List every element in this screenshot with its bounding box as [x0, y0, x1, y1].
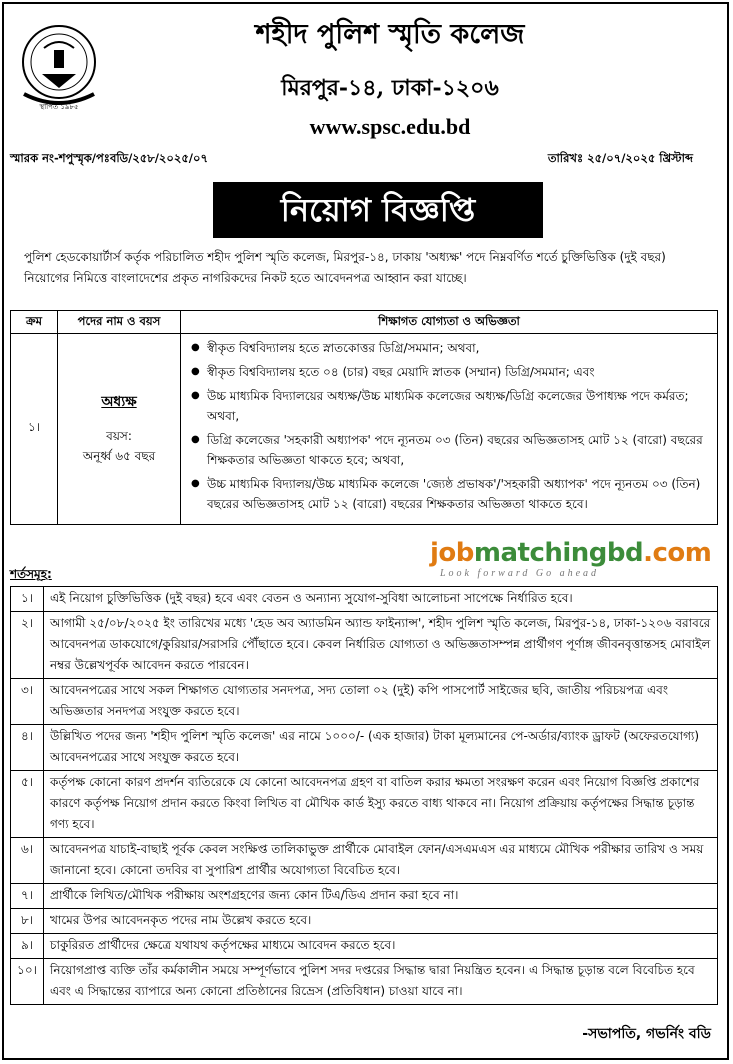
- watermark-tagline: Look forward Go ahead: [440, 568, 600, 579]
- post-name: অধ্যক্ষ: [101, 394, 137, 410]
- intro-paragraph: পুলিশ হেডকোয়ার্টার্স কর্তৃক পরিচালিত শহীদ পুলিশ স্মৃতি কলেজ, মিরপুর-১৪, ঢাকায় 'অধ্যক্ষ' পদে নিম্নবর্ণিত শর্তে চুক্তিভিত্তিক (দুই বছর) নিয়োগের নিমিত্তে বাংলাদেশের প্রকৃত নাগরিকদের নিকট হতে আবেদনপত্র আহ্বান করা যাচ্ছে।: [24, 250, 666, 285]
- condition-text: এই নিয়োগ চুক্তিভিত্তিক (দুই বছর) হবে এবং বেতন ও অন্যান্য সুযোগ-সুবিধা আলোচনা সাপেক্ষে নির্ধারিত হবে।: [44, 587, 718, 612]
- header-serial: ক্রম: [11, 311, 58, 334]
- condition-text: খামের উপর আবেদনকৃত পদের নাম উল্লেখ করতে হবে।: [44, 909, 718, 934]
- condition-number: ৫।: [11, 771, 44, 838]
- condition-number: ২।: [11, 612, 44, 679]
- qualification-list: [189, 338, 707, 514]
- table-row: [11, 587, 718, 612]
- condition-number: ৬।: [11, 838, 44, 884]
- table-row: [11, 959, 718, 1005]
- table-row: [11, 909, 718, 934]
- list-item: ● ডিগ্রি কলেজের 'সহকারী অধ্যাপক' পদে ন্যূনতম ০৩ (তিন) বছরের অভিজ্ঞতাসহ মোট ১২ (বারো) বছরের শিক্ষকতার অভিজ্ঞতা থাকতে হবে; অথবা,: [207, 430, 707, 470]
- conditions-table: [10, 586, 718, 1005]
- table-row: [11, 934, 718, 959]
- table-row: [11, 771, 718, 838]
- watermark: [430, 538, 710, 579]
- age-label: বয়স:: [106, 429, 132, 443]
- table-row: [11, 612, 718, 679]
- notice-title-banner: নিয়োগ বিজ্ঞপ্তি: [213, 182, 543, 238]
- condition-text: আবেদনপত্র যাচাই-বাছাই পূর্বক কেবল সংক্ষিপ্ত তালিকাভুক্ত প্রার্থীকে মোবাইল ফোন/এসএমএস এর মাধ্যমে মৌখিক পরীক্ষার তারিখ ও সময় জানানো হবে। কোনো তদবির বা সুপারিশ প্রার্থীর অযোগ্যতা বিবেচিত হবে।: [44, 838, 718, 884]
- list-item: ● উচ্চ মাধ্যমিক বিদ্যালয়ের অধ্যক্ষ/উচ্চ মাধ্যমিক কলেজের অধ্যক্ষ/ডিগ্রি কলেজের উপাধ্যক্ষ পদে কর্মরত; অথবা,: [207, 386, 707, 426]
- college-logo-icon: [14, 16, 104, 116]
- condition-number: ৪।: [11, 725, 44, 771]
- table-row: [11, 679, 718, 725]
- condition-number: ১০।: [11, 959, 44, 1005]
- condition-text: প্রার্থীকে লিখিত/মৌখিক পরীক্ষায় অংশগ্রহণের জন্য কোন টিএ/ডিএ প্রদান করা হবে না।: [44, 884, 718, 909]
- table-row: [11, 725, 718, 771]
- list-item: ● স্বীকৃত বিশ্ববিদ্যালয় হতে ০৪ (চার) বছর মেয়াদি স্নাতক (সম্মান) ডিগ্রি/সমমান; এবং: [207, 362, 707, 382]
- row-serial: ১।: [11, 334, 58, 525]
- condition-number: ৩।: [11, 679, 44, 725]
- age-value: অনূর্ধ্ব ৬৫ বছর: [82, 449, 156, 463]
- signature: -সভাপতি, গভর্নিং বডি: [582, 1026, 711, 1042]
- header-post: পদের নাম ও বয়স: [58, 311, 181, 334]
- row-post-cell: [58, 334, 181, 525]
- conditions-heading: শর্তসমূহ:: [10, 567, 52, 581]
- condition-number: ৮।: [11, 909, 44, 934]
- college-address: মিরপুর-১৪, ঢাকা-১২০৬: [281, 75, 499, 101]
- condition-text: চাকুরিরত প্রার্থীদের ক্ষেত্রে যথাযথ কর্তৃপক্ষের মাধ্যমে আবেদন করতে হবে।: [44, 934, 718, 959]
- svg-text:স্থাপিত ১৯৮৫: স্থাপিত ১৯৮৫: [39, 103, 79, 111]
- condition-number: ৯।: [11, 934, 44, 959]
- condition-number: ৭।: [11, 884, 44, 909]
- condition-text: আগামী ২৫/০৮/২০২৫ ইং তারিখের মধ্যে 'হেড অব অ্যাডমিন অ্যান্ড ফাইন্যান্স', শহীদ পুলিশ স্মৃতি কলেজ, মিরপুর-১৪, ঢাকা-১২০৬ বরাবরে আবেদনপত্র ডাকযোগে/কুরিয়ার/সরাসরি পৌঁছাতে হবে। কেবল নির্ধারিত যোগ্যতা ও অভিজ্ঞতাসম্পন্ন প্রার্থীগণ পূর্ণাঙ্গ জীবনবৃত্তান্তসহ মোবাইল নম্বর উল্লেখপূর্বক আবেদন করতে পারবেন।: [44, 612, 718, 679]
- college-name: শহীদ পুলিশ স্মৃতি কলেজ: [255, 19, 525, 50]
- qualification-cell: [181, 334, 718, 525]
- condition-text: নিয়োগপ্রাপ্ত ব্যক্তি তাঁর কর্মকালীন সময়ে সম্পূর্ণভাবে পুলিশ সদর দপ্তরের সিদ্ধান্ত দ্বারা নিয়ন্ত্রিত হবেন। এ সিদ্ধান্ত চূড়ান্ত বলে বিবেচিত হবে এবং এ সিদ্ধান্তের ব্যাপারে অন্য কোনো প্রতিষ্ঠানের রিভ্রেস (প্রতিবিধান) চাওয়া যাবে না।: [44, 959, 718, 1005]
- condition-number: ১।: [11, 587, 44, 612]
- notice-date: তারিখঃ ২৫/০৭/২০২৫ খ্রিস্টাব্দ: [547, 151, 693, 165]
- post-table-header: [11, 311, 718, 334]
- table-row: [11, 334, 718, 525]
- list-item: ● স্বীকৃত বিশ্ববিদ্যালয় হতে স্নাতকোত্তর ডিগ্রি/সমমান; অথবা,: [207, 338, 707, 358]
- post-table: [10, 310, 718, 525]
- watermark-text: jobmatchingbd.com: [430, 538, 712, 568]
- condition-text: উল্লিখিত পদের জন্য 'শহীদ পুলিশ স্মৃতি কলেজ' এর নামে ১০০০/- (এক হাজার) টাকা মূল্যমানের পে-অর্ডার/ব্যাংক ড্রাফট (অফেরতযোগ্য) আবেদনপত্রের সাথে সংযুক্ত করতে হবে।: [44, 725, 718, 771]
- condition-text: আবেদনপত্রের সাথে সকল শিক্ষাগত যোগ্যতার সনদপত্র, সদ্য তোলা ০২ (দুই) কপি পাসপোর্ট সাইজের ছবি, জাতীয় পরিচয়পত্র এবং অভিজ্ঞতার সনদপত্র সংযুক্ত করতে হবে।: [44, 679, 718, 725]
- condition-text: কর্তৃপক্ষ কোনো কারণ প্রদর্শন ব্যতিরেকে যে কোনো আবেদনপত্র গ্রহণ বা বাতিল করার ক্ষমতা সংরক্ষণ করেন এবং নিয়োগ বিজ্ঞপ্তি প্রকাশের কারণে কর্তৃপক্ষ নিয়োগ প্রদান করতে কিংবা লিখিত বা মৌখিক কার্ড ইস্যু করতে বাধ্য থাকবে না। নিয়োগ প্রক্রিয়ায় কর্তৃপক্ষের সিদ্ধান্ত চূড়ান্ত গণ্য হবে।: [44, 771, 718, 838]
- memo-number: স্মারক নং-শপুস্মৃক/পঃবডি/২৫৮/২০২৫/০৭: [10, 151, 208, 165]
- college-website[interactable]: www.spsc.edu.bd: [309, 114, 471, 139]
- header-qualification: শিক্ষাগত যোগ্যতা ও অভিজ্ঞতা: [181, 311, 718, 334]
- table-row: [11, 884, 718, 909]
- list-item: ● উচ্চ মাধ্যমিক বিদ্যালয়/উচ্চ মাধ্যমিক কলেজে 'জ্যেষ্ঠ প্রভাষক'/'সহকারী অধ্যাপক' পদে ন্যূনতম ০৩ (তিন) বছরের অভিজ্ঞতাসহ মোট ১২ (বারো) বছরের শিক্ষকতার অভিজ্ঞতা থাকতে হবে।: [207, 474, 707, 514]
- table-row: [11, 838, 718, 884]
